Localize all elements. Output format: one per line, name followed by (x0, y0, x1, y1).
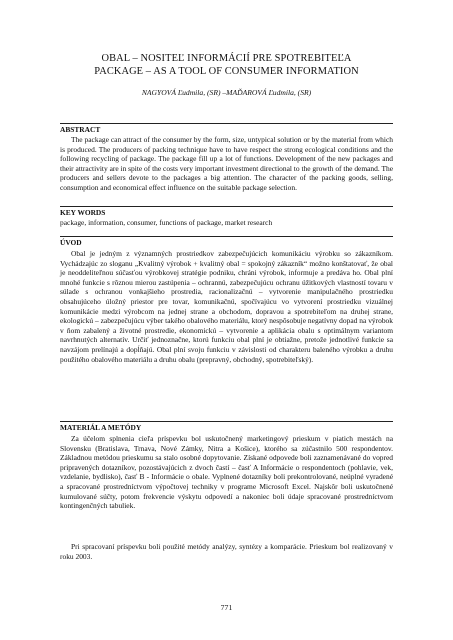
uvod-top-rule (60, 236, 393, 237)
methods-heading: MATERIÁL A METÓDY (60, 423, 142, 432)
uvod-text: Obal je jedným z významných prostriedkov zabezpečujúcich komunikáciu výrobku so zákazníkom. Vychádzajúc zo sloganu „Kvalitný výrobok + kvalitný obal = spokojný zákazník“ možno konštatovať, že obal je neoddeliteľnou súčasťou výrobkovej stratégie podniku, chráni výrobok, informuje a predáva ho. Obal plní mnohé funkcie s rôznou mierou zastúpenia – ochrannú, zabezpečujúcu ochranu úžitkových vlastností tovaru v súlade s ochranou vonkajšieho prostredia, racionalizačnú – vytvorenie manipulačného prostriedku obsahujúceho úložný priestor pre tovar, komunikačnú, spočívajúcu vo vytvorení prostriedku vizuálnej komunikácie medzi výrobcom na jednej strane a obchodom, dopravou a spotrebiteľom na druhej strane, ekologickú – zabezpečujúcu výber takého obalového materiálu, ktorý nespôsobuje negatívny dopad na výrobok v ňom zabalený a životné prostredie, ekonomickú – vytvorenie a aplikácia obalu s optimálnym variantom navrhnutých alternatív. Určiť jednoznačne, ktorú funkciu obal plní je obtiažne, pretože jednotlivé funkcie sa navzájom prelínajú a dopĺňajú. Obal plní svoju funkciu v závislosti od charakteru baleného výrobku a druhu použitého obalového materiálu a druhu obalu (prepravný, obchodný, spotrebiteľský). (60, 249, 393, 364)
keywords-heading: KEY WORDS (60, 208, 106, 217)
keywords-top-rule (60, 206, 393, 207)
methods-paragraph-1: Za účelom splnenia cieľa príspevku bol uskutočnený marketingový prieskum v piatich mestách na Slovensku (Bratislava, Trnava, Nové Zámky, Nitra a Košice), ktorého sa zúčastnilo 500 respondentov. Základnou metódou prieskumu sa stalo osobné dopytovanie. Získané odpovede boli zaznamenávané do vopred pripravených dotazníkov, pozostávajúcich z dvoch častí – časť A Informácie o respondentoch (pohlavie, vek, vzdelanie, bydlisko), časť B - Informácie o obale. Vyplnené dotazníky boli prekontrolované, neúplné vyradené a spracované prostredníctvom výpočtovej techniky v programe Microsoft Excel. Najskôr boli uskutočnené kumulované súčty, potom frekvencie výskytu odpovedí a nakoniec boli údaje spracované prostredníctvom kontingenčných tabuliek. (60, 434, 393, 511)
page-number: 771 (220, 603, 233, 612)
keywords-text: package, information, consumer, functions of package, market research (60, 218, 273, 227)
title-english: PACKAGE – AS A TOOL OF CONSUMER INFORMATION (94, 66, 359, 77)
methods-paragraph-2: Pri spracovaní príspevku boli použité metódy analýzy, syntézy a komparácie. Prieskum bol realizovaný v roku 2003. (60, 542, 393, 561)
abstract-heading: ABSTRACT (60, 125, 101, 134)
abstract-text: The package can attract of the consumer by the form, size, untypical solution or by the material from which is produced. The producers of packing technique have to have respect the strong ecological conditions and the following recycling of package. The package fill up a lot of functions. Development of the new packages and their attractivity are in spite of the costs very important investment directional to the growth of the demand. The producers and sellers devote to the packages a big attention. The character of the packing goods, selling, consumption and economical effect influence on the suitable package selection. (60, 135, 394, 192)
authors-line: NAGYOVÁ Ľudmila, (SR) –MAĎAROVÁ Ľudmila, (SR) (141, 88, 312, 97)
methods-top-rule (60, 421, 393, 422)
abstract-top-rule (60, 123, 393, 124)
uvod-heading: ÚVOD (60, 238, 82, 247)
paper-title (60, 52, 393, 78)
title-slovak: OBAL – NOSITEĽ INFORMÁCIÍ PRE SPOTREBITEĽA (101, 53, 352, 64)
